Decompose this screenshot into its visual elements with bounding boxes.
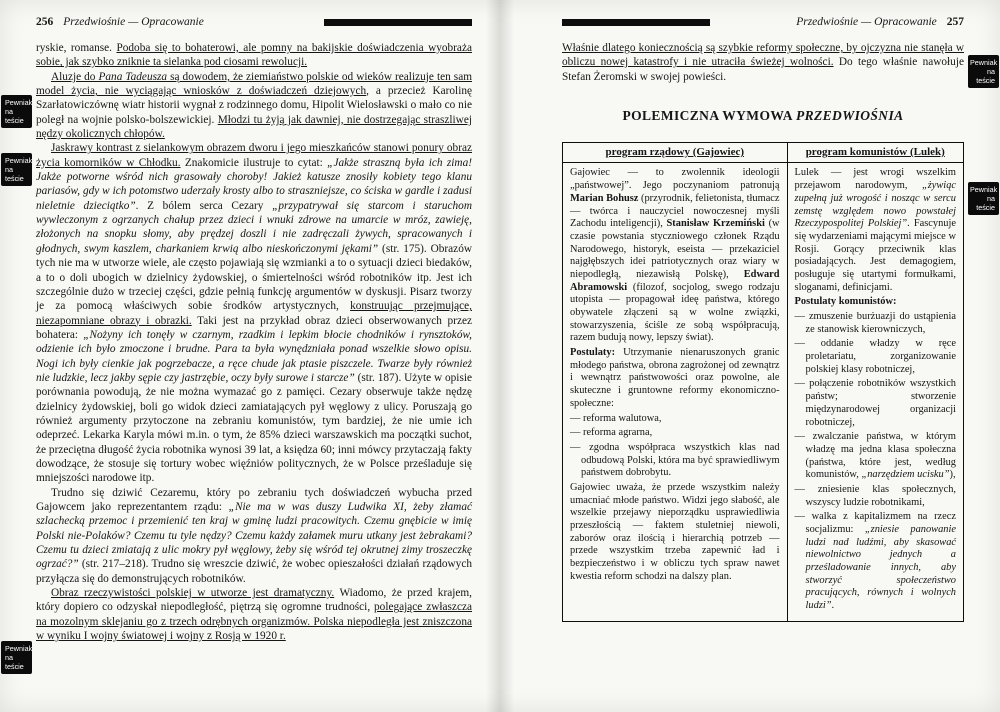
- cell-program-komunistow: [787, 163, 963, 621]
- text-segment: (w czasie powstania styczniowego członek Rządu Narodowego, historyk, eseista — przekaziciel najgłębszych idei patriotycznych oraz wiary w niepodległą, niezawisłą Polskę),: [570, 218, 780, 280]
- page-header-right: [562, 16, 964, 28]
- pewniak-badge: [1, 153, 32, 186]
- text-segment: „żywiąc zupełną już wrogość i nosząc w sercu zemstę względem nowo powstałej Rzeczypospolitej Polskiej”: [794, 180, 956, 230]
- text-segment: (przyrodnik, felietonista, tłumacz — twórca i nauczyciel nowoczesnej myśli Zachodu inteligencji),: [570, 192, 780, 230]
- text-segment: Marian Bohusz: [570, 192, 639, 204]
- text-segment: Podoba się to bohaterowi, ale pomny na bakijskie doświadczenia wyobraża sobie, jak szybko zniknie ta sielanka pod ciosami rewolucji.: [36, 42, 472, 69]
- text-segment: (filozof, socjolog, swego rodzaju utopista — propagował ideę państwa, którego obywatele złączeni są w wolne związki, stowarzyszenia, ściśle ze sobą współpracują, razem budują nowy, lepszy świat).: [570, 281, 780, 344]
- header-rule-left: [324, 19, 472, 26]
- left-page-body: [36, 41, 472, 643]
- paragraph: [795, 484, 956, 509]
- text-segment: (str. 217–218). Trudno się wreszcie dziwić, że wobec opieszałości działań rządowych przyłącza się do demonstrujących robotników.: [36, 558, 472, 585]
- column-header-gajowiec: program rządowy (Gajowiec): [563, 143, 788, 163]
- section-heading: [562, 108, 964, 124]
- pewniak-badge-line2: na teście: [5, 165, 24, 183]
- text-segment: Jaskrawy kontrast z sielankowym obrazem dworu i jego mieszkańców stanowi ponury obraz życia komorników w Chłodku.: [36, 142, 472, 169]
- paragraph: [570, 167, 780, 345]
- page-number-left: 256: [36, 16, 54, 28]
- text-segment: (str. 175). Obrazów tych nie ma w utworze wiele, ale często pojawiają się wzmianki a to o sytuacji dzieci biedaków, a to o doli ubogich w dzielnicy żydowskiej, o śmiertelności wśród robotników itp. Jest ich szczególnie dużo w trzeciej części, gdzie pełnią funkcję argumentów w dyskusji. Pisarz tworzy je za pomocą właściwych sobie środków artystycznych,: [36, 242, 473, 313]
- text-segment: POLEMICZNA WYMOWA: [622, 108, 796, 124]
- column-header-lulek: program komunistów (Lulek): [787, 143, 963, 163]
- paragraph: [795, 511, 956, 613]
- pewniak-badge-line1: Pewniak: [970, 185, 998, 194]
- text-segment: Młodzi tu żyją jak dawniej, nie dostrzegając straszliwej nędzy okolicznych chłopów.: [36, 113, 472, 141]
- page-number-right: 257: [946, 16, 964, 28]
- pewniak-badge-line2: na teście: [976, 194, 995, 212]
- text-segment: „Jakże straszną była ich zima! Jakże potworne wśród nich grasowały choroby! Jakież katusze znosiły kobiety tego klanu pariasów, gdy w ich potomstwo uderzały krosty albo to straszniejsze, co ściska w gardle i zadusi nieletnie dzieciątko”: [36, 156, 472, 212]
- paragraph: [36, 486, 472, 586]
- paragraph: [570, 413, 780, 426]
- pewniak-badge-line2: na teście: [976, 67, 995, 85]
- text-segment: Gajowiec — to zwolennik ideologii „państwowej”. Jego poczynaniom patronują: [570, 167, 780, 192]
- text-segment: Postulaty komunistów:: [794, 296, 897, 308]
- paragraph: [562, 41, 964, 84]
- comparison-table: [562, 142, 964, 622]
- text-segment: Edward Abramowski: [570, 268, 780, 293]
- text-segment: — reforma walutowa,: [570, 412, 662, 424]
- text-segment: . Z bólem serca Cezary: [135, 199, 273, 212]
- pewniak-badge-line2: na teście: [5, 653, 24, 671]
- pewniak-badge-line1: Pewniak: [5, 98, 33, 107]
- text-segment: Stanisław Krzemiński: [666, 218, 765, 230]
- pewniak-badge-line2: na teście: [5, 107, 24, 125]
- text-segment: Do tego właśnie nawołuje Stefan Żeromski w swojej powieści.: [562, 56, 964, 83]
- text-segment: Gajowiec uważa, że przede wszystkim należy umacniać młode państwo. Widzi jego słabość, ale wszelkie przejawy nieporządku usprawiedliwia przeszłością — faktem stuletniej niewoli, zaborów oraz ilością i hierarchią potrzeb — przede wszystkim trzeba zapewnić ład i bezpieczeństwo i w obliczu tych spraw nawet kwestia reform schodzi na dalszy plan.: [570, 481, 780, 582]
- paragraph: [36, 70, 472, 142]
- page-header-left: [36, 16, 472, 28]
- text-segment: Lulek — jest wrogi wszelkim przejawom narodowym,: [794, 167, 956, 192]
- running-title-right: Przedwiośnie — Opracowanie: [796, 16, 937, 28]
- paragraph: [570, 482, 780, 584]
- cell-program-rzadowy: [563, 163, 788, 621]
- pewniak-badge: [968, 55, 999, 88]
- text-segment: „Nożyny ich tonęły w czarnym, rzadkim i lepkim błocie chodników i rynsztoków, odzienie ich było zmoczone i brudne. Para ta była wynędzniała ponad wszelkie słowo opisu. Nogi ich były cienkie jak pogrzebacze, a ręce chude jak ptasie piszczele. Twarze były również nie ludzkie, lecz jakby sępie czy jastrzębie, oczy były surowe i starcze”: [36, 328, 472, 384]
- text-segment: — reforma agrarna,: [570, 427, 653, 439]
- text-segment: — zgodna współpraca wszystkich klas nad odbudową Polski, która ma być sprawiedliwym państwem dobrobytu.: [570, 441, 780, 479]
- text-segment: ryskie, romanse.: [36, 42, 117, 54]
- text-segment: — połączenie robotników wszystkich państw; stworzenie międzynarodowej organizacji robotniczej,: [794, 378, 956, 428]
- right-page-intro: [562, 41, 964, 84]
- text-segment: Obraz rzeczywistości polskiej w utworze jest dramatyczny.: [51, 587, 335, 600]
- paragraph: [795, 378, 956, 429]
- text-segment: , a przecież Karolinę Szarłatowiczównę wiatr historii wygnał z rodzinnego domu, Hipolit Wielosławski o mało co nie poległ na wojnie polsko-bolszewickiej.: [36, 85, 472, 126]
- text-segment: „Nie ma w was duszy Ludwika XI, żeby złamać szlachecką przemoc i przemienić ten kraj w gminę ludzi pracowitych. Czemu gnębicie w imię Polski nie-Polaków? Czemu tu tyle nędzy? Czemu każdy załamek muru utkany jest żebrakami? Czemu tu dzieci zmiatają z ulic mokry pył węglowy, żeby się wśród tej okrutnej zimy troszeczkę ogrzać?”: [36, 501, 472, 571]
- pewniak-badge: [1, 641, 32, 674]
- text-segment: są dowodem, że ziemiaństwo polskie od wieków realizuje ten sam model życia, nie wyciągając wniosków z doświadczeń dziejowych: [36, 70, 472, 98]
- text-segment: .: [831, 600, 835, 612]
- text-segment: . Fascynuje się wydarzeniami mającymi miejsce w Rosji. Gorący przeciwnik klas posiadających. Jest demagogiem, posługuje się utartymi formułkami, sloganami, definicjami.: [794, 218, 956, 293]
- header-rule-right: [562, 19, 710, 26]
- text-segment: — oddanie władzy w ręce proletariatu, zorganizowanie polskiej klasy robotniczej,: [794, 338, 956, 375]
- paragraph: [795, 167, 956, 294]
- text-segment: Trudno się dziwić Cezaremu, który po zebraniu tych doświadczeń wybucha przed Gajowcem jako reprezentantem rządu:: [36, 486, 472, 513]
- text-segment: Właśnie dlatego koniecznością są szybkie reformy społeczne, by ojczyzna nie stanęła w obliczu nowej katastrofy i nie utraciła świeżej wolności.: [562, 42, 964, 69]
- text-segment: Aluzje do: [51, 70, 99, 83]
- text-segment: Utrzymanie nienaruszonych granic młodego państwa, obrona zagrożonej od zewnątrz i wewnątrz państwowości oraz powolne, ale skuteczne i gruntowne reformy ekonomiczno-społeczne:: [570, 347, 780, 409]
- page-right: [500, 0, 1000, 712]
- text-segment: „zniesie panowanie ludzi nad ludźmi, aby skasować niewolnictwo jednych a prześladowanie innych, aby stworzyć społeczeństwo pracujących, równych i wolnych ludzi”: [805, 524, 956, 612]
- pewniak-badge-line1: Pewniak: [5, 644, 33, 653]
- text-segment: „przypatrywał się starcom i staruchom wywleczonym z ogrzanych chałup przez dzieci i wnuki zdrowe na umarcie w mróz, zawieję, złożonych na snopku słomy, aby prędzej doszli i nie zadręczali żywych, spracowanych i głodnych, swym kaszlem, charkaniem krwią albo nieskończonymi jękami”: [36, 199, 472, 255]
- text-segment: polegające zwłaszcza na mozolnym sklejaniu go z trzech odrębnych organizmów. Polska niepodległa jest zniszczona w wyniku I wojny światowej i wojny z Rosją w 1920 r.: [36, 601, 472, 643]
- text-segment: Taki jest na przykład obraz dzieci obserwowanych przez bohatera:: [36, 314, 472, 341]
- running-title-left: Przedwiośnie — Opracowanie: [63, 16, 204, 28]
- paragraph: [795, 431, 956, 482]
- pewniak-badge: [968, 182, 999, 215]
- text-segment: Znakomicie ilustruje to cytat:: [180, 156, 328, 169]
- text-segment: Wiadomo, że przed krajem, który dopiero co odzyskał niepodległość, piętrzą się ogromne trudności,: [36, 587, 473, 614]
- text-segment: — zmuszenie burżuazji do ustąpienia ze stanowisk kierowniczych,: [794, 311, 956, 335]
- paragraph: [795, 338, 956, 376]
- paragraph: [36, 141, 472, 485]
- comparison-table-body-row: [563, 163, 964, 621]
- comparison-table-header-row: [563, 143, 964, 163]
- text-segment: ),: [949, 469, 956, 481]
- text-segment: — zniesienie klas społecznych, wszyscy ludzie robotnikami,: [794, 483, 956, 508]
- paragraph: [36, 41, 472, 70]
- text-segment: Postulaty:: [570, 347, 616, 359]
- pewniak-badge: [1, 95, 32, 128]
- paragraph: [570, 347, 780, 410]
- paragraph: [795, 296, 956, 309]
- text-segment: (str. 187). Użyte w opisie porównania powodują, że nie można wymazać go z pamięci. Cezary obserwuje także nędzę dzielnicy żydowskiej, boli go widok dzieci zamiatających pył węglowy z ulicy. Poruszają go również argumenty przytoczone na zebraniu komunistów, tym bardziej, że nie umie ich odeprzeć. Lekarka Karyla mówi m.in. o tym, że 85% dzieci warszawskich ma początki suchot, że przeciętna długość życia robotnika wynosi 39 lat, a księdza 60; inni mówcy przytaczają fakty dowodzące, że stosuje się tortury wobec więźniów politycznych, że w Polsce prześladuje się mniejszości narodowe itp.: [36, 371, 472, 485]
- pewniak-badge-line1: Pewniak: [970, 58, 998, 67]
- text-segment: Pana Tadeusza: [98, 70, 168, 83]
- paragraph: [36, 586, 472, 643]
- paragraph: [570, 442, 780, 480]
- text-segment: „narzędziem ucisku”: [861, 469, 950, 481]
- pewniak-badge-line1: Pewniak: [5, 156, 33, 165]
- text-segment: konstruując przejmujące, niezapomniane obrazy i obrazki.: [36, 300, 472, 327]
- text-segment: — walka z kapitalizmem na rzecz socjalizmu:: [794, 511, 956, 535]
- paragraph: [795, 311, 956, 336]
- text-segment: — zwalczanie państwa, w którym władzę ma jedna klasa społeczna (państwa, które jest, według komunistów,: [794, 431, 956, 481]
- paragraph: [570, 427, 780, 440]
- text-segment: PRZEDWIOŚNIA: [795, 108, 904, 124]
